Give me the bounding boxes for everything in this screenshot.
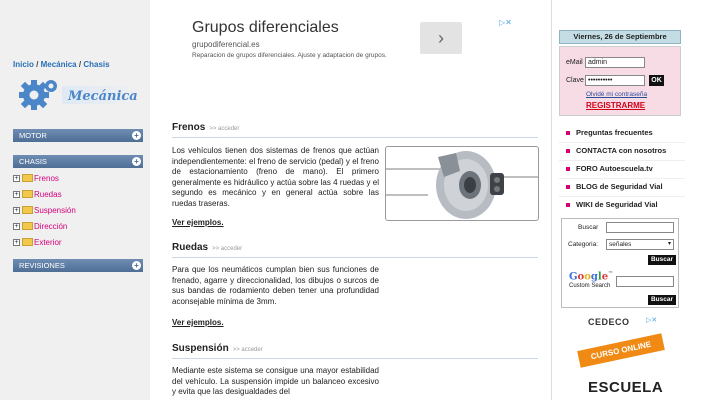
- email-label: eMail: [566, 59, 583, 66]
- tree-expand-icon[interactable]: +: [14, 190, 19, 198]
- escuela-text[interactable]: ESCUELA: [588, 379, 664, 396]
- sidebar-link-foro[interactable]: [566, 164, 688, 173]
- brake-image: [385, 146, 539, 221]
- access-link[interactable]: >> acceder: [209, 126, 240, 132]
- category-value: señales: [609, 241, 632, 248]
- search-label: Buscar: [578, 224, 599, 231]
- ad-domain[interactable]: grupodiferencial.es: [192, 40, 260, 49]
- ad-description[interactable]: Reparacion de grupos diferenciales. Ajuste y adaptacion de grupos.: [192, 52, 387, 59]
- tree-expand-icon[interactable]: +: [14, 174, 19, 182]
- tree-item-direccion[interactable]: [13, 220, 67, 232]
- tree-item-label[interactable]: Suspensión: [34, 205, 76, 215]
- folder-icon: [22, 222, 33, 230]
- tree-item-label[interactable]: Ruedas: [34, 189, 62, 199]
- expand-icon[interactable]: +: [132, 261, 141, 270]
- ver-ejemplos-link[interactable]: Ver ejemplos.: [172, 318, 224, 327]
- register-link[interactable]: REGISTRARME: [586, 101, 646, 110]
- date-bar: Viernes, 26 de Septiembre: [559, 30, 681, 44]
- breadcrumb-separator: /: [36, 60, 39, 69]
- tree-item-suspension[interactable]: [13, 204, 76, 216]
- section-text-ruedas: Para que los neumáticos cumplan bien sus funciones de frenado, agarre y direccionalidad, los dibujos o surcos de sus bandas de rodamiento deben tener una profundidad aconsejable mínima de 3mm.: [172, 265, 379, 306]
- section-text-suspension: Mediante este sistema se consigue una mayor estabilidad del vehículo. La suspensión impide un balanceo excesivo y evita que las desigualdades del: [172, 366, 379, 396]
- password-field[interactable]: ••••••••••: [585, 75, 645, 86]
- sidebar-link-contacta[interactable]: [566, 146, 688, 155]
- sidebar-link-wiki[interactable]: [566, 200, 688, 209]
- bullet-icon: [566, 131, 570, 135]
- breadcrumb-chasis[interactable]: Chasis: [83, 60, 110, 69]
- menu-chasis[interactable]: [13, 155, 143, 168]
- sidebar-link-label[interactable]: FORO Autoescuela.tv: [576, 164, 653, 173]
- menu-motor-label: MOTOR: [19, 131, 47, 140]
- section-title-ruedas[interactable]: [172, 242, 242, 253]
- logo-text: Mecánica: [68, 89, 138, 104]
- breadcrumb-mecanica[interactable]: Mecánica: [40, 60, 77, 69]
- login-box: [559, 46, 681, 116]
- ad-choices-icon[interactable]: ▷✕: [646, 317, 658, 324]
- tree-item-exterior[interactable]: [13, 236, 62, 248]
- tree-expand-icon[interactable]: +: [14, 222, 19, 230]
- menu-revisiones-label: REVISIONES: [19, 261, 65, 270]
- menu-chasis-label: CHASIS: [19, 157, 47, 166]
- access-link[interactable]: >> acceder: [212, 246, 243, 252]
- tree-item-label[interactable]: Dirección: [34, 221, 68, 231]
- gear-icon: [18, 74, 64, 116]
- category-select[interactable]: [606, 239, 674, 250]
- sidebar-link-preguntas[interactable]: [566, 128, 688, 137]
- section-title-text[interactable]: Ruedas: [172, 242, 209, 253]
- email-field[interactable]: admin: [585, 57, 645, 68]
- divider: [559, 142, 685, 143]
- bullet-icon: [566, 185, 570, 189]
- sidebar-link-label[interactable]: BLOG de Seguridad Vial: [576, 182, 663, 191]
- ver-ejemplos-link[interactable]: Ver ejemplos.: [172, 218, 224, 227]
- section-text-frenos: Los vehículos tienen dos sistemas de frenos que actúan independientemente: el freno de servicio (pedal) y el freno de estacionamiento (freno de mano). El primero generalmente es hidráulico y actúa sobre las 4 ruedas y el segundo es mecánico y en general actúa sobre las ruedas traseras.: [172, 146, 379, 208]
- ad-title[interactable]: Grupos diferenciales: [192, 19, 339, 36]
- tree-item-frenos[interactable]: [13, 172, 59, 184]
- sidebar-link-label[interactable]: CONTACTA con nosotros: [576, 146, 667, 155]
- expand-icon[interactable]: +: [132, 157, 141, 166]
- access-link[interactable]: >> acceder: [232, 347, 263, 353]
- sidebar-link-label[interactable]: Preguntas frecuentes: [576, 128, 653, 137]
- tree-item-label[interactable]: Exterior: [34, 237, 62, 247]
- bullet-icon: [566, 149, 570, 153]
- divider: [559, 196, 685, 197]
- chevron-down-icon: ▾: [667, 241, 671, 247]
- bullet-icon: [566, 167, 570, 171]
- menu-revisiones[interactable]: [13, 259, 143, 272]
- search-box: [561, 218, 679, 308]
- section-divider: [172, 257, 538, 258]
- expand-icon[interactable]: +: [132, 131, 141, 140]
- section-divider: [172, 137, 538, 138]
- password-label: Clave: [566, 77, 584, 84]
- menu-motor[interactable]: [13, 129, 143, 142]
- breadcrumb: [13, 60, 110, 69]
- category-label: Categoria:: [568, 241, 598, 248]
- section-title-text[interactable]: Frenos: [172, 122, 206, 133]
- section-divider: [172, 358, 538, 359]
- google-search-button[interactable]: Buscar: [648, 295, 676, 305]
- ad-arrow-button[interactable]: ›: [420, 22, 462, 54]
- google-logo: Google™: [569, 271, 614, 283]
- section-title-text[interactable]: Suspensión: [172, 343, 229, 354]
- section-title-suspension[interactable]: [172, 343, 263, 354]
- ad-choices-icon[interactable]: ▷✕: [499, 18, 512, 27]
- forgot-password-link[interactable]: Olvidé mi contraseña: [586, 91, 648, 98]
- tree-expand-icon[interactable]: +: [14, 238, 19, 246]
- google-search-input[interactable]: [616, 276, 674, 287]
- breadcrumb-separator: /: [78, 60, 82, 69]
- cedeco-logo[interactable]: CEDECO: [588, 317, 630, 327]
- tree-expand-icon[interactable]: +: [14, 206, 19, 214]
- sidebar-link-label[interactable]: WIKI de Seguridad Vial: [576, 200, 658, 209]
- folder-icon: [22, 238, 33, 246]
- bullet-icon: [566, 203, 570, 207]
- custom-search-label: Custom Search: [569, 283, 611, 289]
- folder-icon: [22, 206, 33, 214]
- divider: [559, 178, 685, 179]
- search-input[interactable]: [606, 222, 674, 233]
- folder-icon: [22, 174, 33, 182]
- breadcrumb-inicio[interactable]: Inicio: [13, 60, 34, 69]
- tree-item-label[interactable]: Frenos: [34, 173, 59, 183]
- tree-item-ruedas[interactable]: [13, 188, 62, 200]
- ok-button[interactable]: OK: [649, 75, 664, 86]
- search-button[interactable]: Buscar: [648, 255, 676, 265]
- curso-online-banner[interactable]: CURSO ONLINE: [577, 333, 665, 368]
- brake-disc-illustration: [386, 147, 539, 221]
- sidebar-link-blog[interactable]: [566, 182, 688, 191]
- divider: [559, 160, 685, 161]
- folder-icon: [22, 190, 33, 198]
- section-logo: [18, 74, 143, 116]
- section-title-frenos[interactable]: [172, 122, 239, 133]
